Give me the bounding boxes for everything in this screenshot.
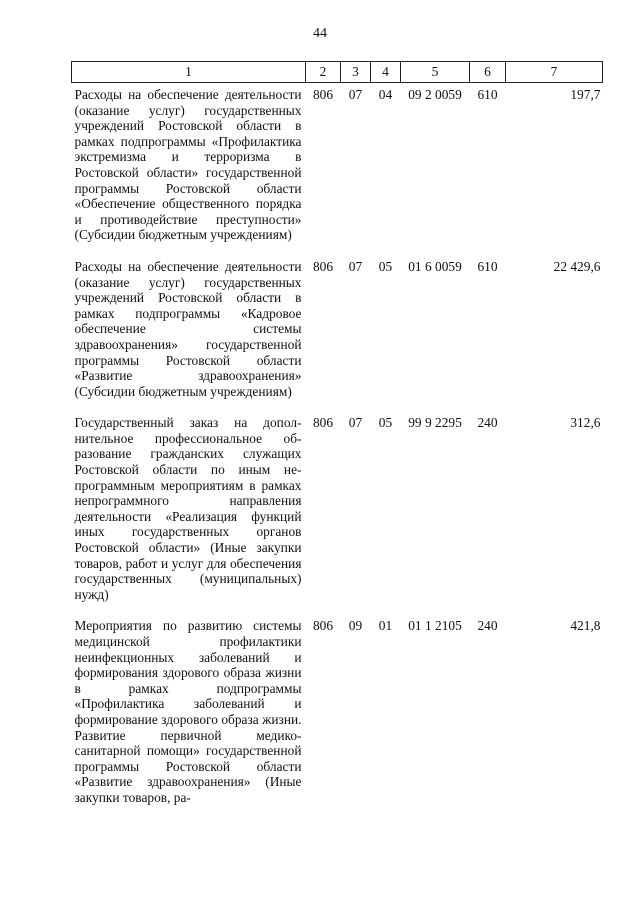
row-amount: 312,6 [570, 415, 601, 431]
row-expense-type: 240 [477, 415, 498, 431]
row-subsection-code: 01 [378, 618, 393, 634]
row-target-article: 01 1 2105 [408, 618, 462, 634]
row-amount: 197,7 [570, 87, 601, 102]
row-amount: 421,8 [570, 618, 601, 634]
row-target-article: 01 6 0059 [408, 258, 462, 274]
header-col-1: 1 [72, 62, 306, 83]
header-col-7: 7 [506, 62, 603, 83]
row-ministry-code: 806 [312, 415, 334, 431]
row-ministry-code: 806 [312, 618, 334, 634]
budget-table [71, 61, 603, 818]
table-row [72, 411, 603, 614]
row-expense-type: 610 [477, 258, 498, 274]
table-row [72, 614, 603, 817]
row-section-code: 07 [348, 258, 363, 274]
row-ministry-code: 806 [312, 258, 334, 274]
header-col-3: 3 [341, 62, 371, 83]
row-description: Мероприятия по развитию системы медицинской профилактики неинфекционных заболеваний и формирования здорового образа жизни в рамках подпрограммы «Профилактика заболеваний и формирование здорового образа жизни. Развитие первичной медико-санитарной помощи» государственной программы Ростовской области «Развитие здравоохранения» (Иные закупки товаров, ра- [74, 618, 302, 805]
row-description: Расходы на обеспечение деятельности (оказание услуг) государственных учреждений Ростовской области в рамках подпрограммы «Кадровое обеспечение системы здравоохранения» государственной программы Ростовской области «Развитие здравоохранения» (Субсидии бюджетным учреждениям) [74, 258, 302, 399]
row-target-article: 09 2 0059 [408, 87, 462, 102]
header-row [72, 62, 603, 83]
row-expense-type: 240 [477, 618, 498, 634]
row-section-code: 09 [348, 618, 363, 634]
table-header [72, 62, 603, 83]
row-subsection-code: 05 [378, 258, 393, 274]
row-expense-type: 610 [477, 87, 498, 102]
row-target-article: 99 9 2295 [408, 415, 462, 431]
row-description: Государственный заказ на дополнительное профессиональное образование гражданских служащих Ростовской области по иным непрограммным мероприятиям в рамках непрограммного направления деятельности «Реализация функций иных государственных органов Ростовской области» (Иные закупки товаров, работ и услуг для обеспечения государственных (муниципальных) нужд) [74, 415, 302, 602]
table-body [72, 83, 603, 818]
row-section-code: 07 [348, 415, 363, 431]
page-number: 44 [313, 26, 327, 41]
table-row [72, 255, 603, 411]
row-ministry-code: 806 [312, 87, 334, 102]
header-col-2: 2 [306, 62, 341, 83]
row-description: Расходы на обеспечение деятельности (оказание услуг) государственных учреждений Ростовской области в рамках подпрограммы «Профилактика экстремизма и терроризма в Ростовской области» государственной программы Ростовской области «Обеспечение общественного порядка и противодействие преступности» (Субсидии бюджетным учреждениям) [74, 87, 302, 243]
header-col-4: 4 [371, 62, 401, 83]
row-subsection-code: 05 [378, 415, 393, 431]
header-col-5: 5 [401, 62, 470, 83]
header-col-6: 6 [470, 62, 506, 83]
row-section-code: 07 [348, 87, 363, 102]
table-row [72, 83, 603, 255]
row-subsection-code: 04 [378, 87, 393, 102]
row-amount: 22 429,6 [553, 258, 601, 274]
